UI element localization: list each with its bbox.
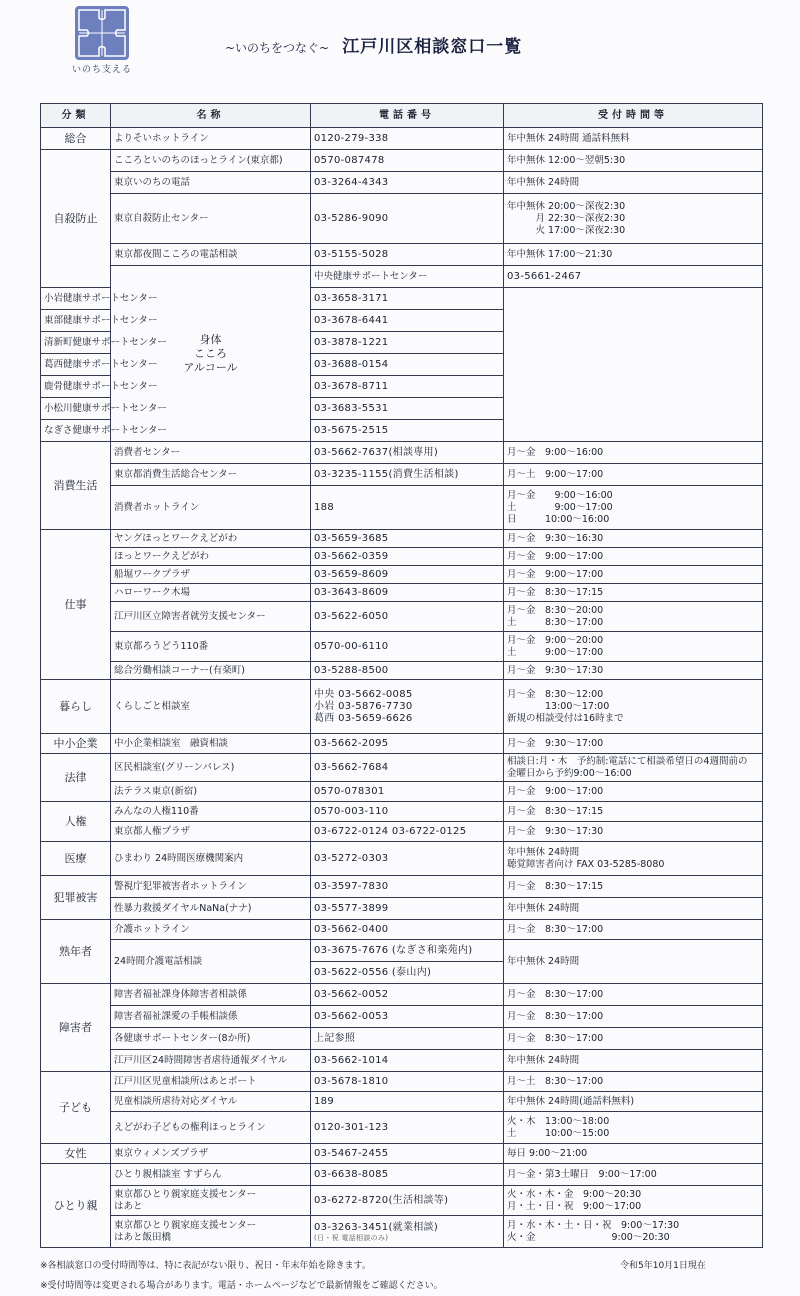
reception-hours: 月～金 8:30～17:15 [504, 802, 763, 822]
phone-text: 03-5286-9090 [314, 212, 389, 224]
phone-line: 葛西 03-5659-6626 [314, 712, 413, 724]
category-cell [41, 802, 111, 842]
reception-hours: 年中無休 24時間 通話料無料 [504, 128, 763, 150]
phone-number [311, 172, 504, 194]
phone-number [311, 310, 504, 332]
reception-hours: 月～金・第3土曜日 9:00～17:00 [504, 1164, 763, 1186]
reception-hours: 毎日 9:00～21:00 [504, 1144, 763, 1164]
phone-number [311, 1050, 504, 1072]
phone-text: 03-5577-3899 [314, 902, 389, 914]
table-row [41, 802, 763, 822]
phone-number [311, 680, 504, 734]
hours-line: 金曜日から予約9:00～16:00 [507, 767, 632, 779]
phone-text: 03-5662-1014 [314, 1054, 389, 1066]
reception-hours: 年中無休 12:00～翌朝5:30 [504, 150, 763, 172]
table-row [41, 754, 763, 782]
phone-number [311, 150, 504, 172]
table-row [41, 984, 763, 1006]
table-row [41, 442, 763, 464]
table-row [41, 734, 763, 754]
reception-hours: 年中無休 24時間 [504, 172, 763, 194]
service-name: ヤングほっとワークえどがわ [111, 530, 311, 548]
consultation-table [40, 103, 763, 1248]
phone-text: 189 [314, 1095, 334, 1107]
reception-hours [504, 486, 763, 530]
hours-line: 月～金 9:00～20:00 [507, 634, 604, 646]
phone-text: 03-5662-0052 [314, 988, 389, 1000]
phone-number [311, 566, 504, 584]
phone-number [311, 1112, 504, 1144]
service-name: 消費者ホットライン [111, 486, 311, 530]
phone-number [311, 244, 504, 266]
phone-number [311, 940, 504, 962]
phone-number [311, 530, 504, 548]
table-row [41, 172, 763, 194]
phone-text: 03-3878-1221 [314, 336, 389, 348]
reception-hours: 月～金 9:00～16:00 [504, 442, 763, 464]
category-cell [41, 442, 111, 530]
table-row [41, 898, 763, 920]
hours-line: 火 17:00～深夜2:30 [507, 224, 626, 236]
reception-hours: 月～金 9:30～17:00 [504, 734, 763, 754]
service-name: 消費者センター [111, 442, 311, 464]
phone-number [311, 962, 504, 984]
service-name: 各健康サポートセンター(8か所) [111, 1028, 311, 1050]
phone-number [311, 984, 504, 1006]
phone-text: 03-3263-3451(就業相談) [314, 1221, 439, 1233]
phone-text: 03-3643-8609 [314, 586, 389, 598]
hours-line: 年中無休 24時間 [507, 846, 580, 858]
reception-hours: 月～金 8:30～17:00 [504, 984, 763, 1006]
reception-hours: 年中無休 24時間 [504, 898, 763, 920]
phone-number [311, 1216, 504, 1248]
phone-number [311, 194, 504, 244]
table-row [41, 1028, 763, 1050]
phone-line: 小岩 03-5876-7730 [314, 700, 413, 712]
category-cell [41, 150, 111, 288]
hours-line: 月 22:30～深夜2:30 [507, 212, 626, 224]
reception-hours [504, 1112, 763, 1144]
table-row [41, 566, 763, 584]
category-label: 障害者 [59, 1020, 92, 1034]
hours-line: 土 10:00～15:00 [507, 1127, 610, 1139]
issue-date: 令和5年10月1日現在 [620, 1261, 706, 1271]
phone-note: (日・祝 電話相談のみ) [314, 1233, 389, 1242]
table-row [41, 548, 763, 566]
phone-number [311, 754, 504, 782]
table-row [41, 782, 763, 802]
hours-line: 相談日:月・木 予約制:電話にて相談希望日の4週間前の [507, 755, 748, 767]
reception-hours [504, 194, 763, 244]
service-name: 東京いのちの電話 [111, 172, 311, 194]
phone-text: 0570-078301 [314, 785, 385, 797]
category-label: 人権 [64, 814, 87, 828]
service-name [111, 1216, 311, 1248]
service-name: 障害者福祉課愛の手帳相談係 [111, 1006, 311, 1028]
table-row [41, 128, 763, 150]
reception-hours: 年中無休 17:00～21:30 [504, 244, 763, 266]
category-label: 熟年者 [59, 944, 92, 958]
service-name: くらしごと相談室 [111, 680, 311, 734]
phone-number [311, 822, 504, 842]
service-name: ハローワーク木場 [111, 584, 311, 602]
hours-line: 月～金 8:30～20:00 [507, 604, 604, 616]
hours-line: 火・金 9:00～20:30 [507, 1231, 670, 1243]
hours-line: 年中無休 20:00～深夜2:30 [507, 200, 626, 212]
service-name: 船堀ワークプラザ [111, 566, 311, 584]
reception-hours: 月～金 8:30～17:00 [504, 1006, 763, 1028]
column-header: 分類 [41, 104, 111, 128]
phone-text: 03-5622-6050 [314, 610, 389, 622]
service-name: 24時間介護電話相談 [111, 940, 311, 984]
reception-hours: 月～金 9:00～17:00 [504, 548, 763, 566]
table-row [41, 464, 763, 486]
service-name: みんなの人権110番 [111, 802, 311, 822]
phone-number [311, 1028, 504, 1050]
hours-line: 土 8:30～17:00 [507, 616, 604, 628]
phone-text: 0120-279-338 [314, 132, 389, 144]
service-name: 江戸川区児童相談所はあとポート [111, 1072, 311, 1092]
table-row [41, 530, 763, 548]
phone-number [311, 802, 504, 822]
service-name: 区民相談室(グリーンパレス) [111, 754, 311, 782]
reception-hours: 月～土 8:30～17:00 [504, 1072, 763, 1092]
table-row [41, 266, 763, 288]
service-name: 中小企業相談室 融資相談 [111, 734, 311, 754]
service-name: 東京都ろうどう110番 [111, 632, 311, 662]
reception-hours: 年中無休 24時間 [504, 940, 763, 984]
phone-number [311, 1186, 504, 1216]
phone-number [311, 398, 504, 420]
reception-hours [504, 754, 763, 782]
category-label: 総合 [64, 131, 87, 145]
service-name: 東京都人権プラザ [111, 822, 311, 842]
phone-text: 03-6722-0124 03-6722-0125 [314, 825, 467, 837]
phone-number [311, 464, 504, 486]
column-header: 受付時間等 [504, 104, 763, 128]
service-name-line: 東京都ひとり親家庭支援センター [114, 1219, 257, 1231]
phone-text: 03-5272-0303 [314, 852, 389, 864]
reception-hours: 月～金 9:00～17:00 [504, 782, 763, 802]
phone-number [311, 288, 504, 310]
hours-line: 13:00～17:00 [507, 700, 610, 712]
category-cell [41, 754, 111, 802]
phone-number [311, 442, 504, 464]
table-header-row [41, 104, 763, 128]
hours-line: 月・水・木・土・日・祝 9:00～17:30 [507, 1219, 680, 1231]
hours-line: 月～金 8:30～12:00 [507, 688, 604, 700]
service-name: 江戸川区24時間障害者虐待通報ダイヤル [111, 1050, 311, 1072]
hours-line: 月～金 9:00～16:00 [507, 489, 613, 501]
phone-number [311, 632, 504, 662]
table-row [41, 150, 763, 172]
table-row [41, 680, 763, 734]
phone-number [311, 1006, 504, 1028]
category-cell [41, 128, 111, 150]
service-name: 東部健康サポートセンター [41, 310, 111, 332]
service-name: 江戸川区立障害者就労支援センター [111, 602, 311, 632]
phone-number [311, 662, 504, 680]
page-main-title: 江戸川区相談窓口一覧 [342, 37, 523, 57]
phone-text: 03-5661-2467 [507, 270, 582, 282]
logo [68, 6, 136, 78]
table-row [41, 1050, 763, 1072]
category-label: ひとり親 [53, 1198, 98, 1212]
category-cell [41, 920, 111, 984]
service-name: 東京自殺防止センター [111, 194, 311, 244]
reception-hours: 月～金 9:30～17:30 [504, 662, 763, 680]
table-row [41, 1164, 763, 1186]
reception-hours: 月～金 8:30～17:15 [504, 584, 763, 602]
category-label: 女性 [64, 1146, 87, 1160]
hours-line: 聴覚障害者向け FAX 03-5285-8080 [507, 858, 665, 870]
table-row [41, 1092, 763, 1112]
phone-line: 中央 03-5662-0085 [314, 688, 413, 700]
category-label: 犯罪被害 [53, 890, 98, 904]
phone-text: 0570-00-6110 [314, 640, 389, 652]
reception-hours [504, 680, 763, 734]
service-name: 法テラス東京(新宿) [111, 782, 311, 802]
page-subtitle: ~いのちをつなぐ~ [225, 41, 330, 55]
table-row [41, 244, 763, 266]
table-row [41, 584, 763, 602]
hours-line: 火・木 13:00～18:00 [507, 1115, 610, 1127]
phone-number [311, 1092, 504, 1112]
puzzle-logo-icon [75, 6, 129, 60]
phone-text: 03-5288-8500 [314, 664, 389, 676]
phone-text: 03-5155-5028 [314, 248, 389, 260]
reception-hours: 月～金 8:30～17:00 [504, 1028, 763, 1050]
phone-number [311, 602, 504, 632]
category-label: 暮らし [59, 699, 92, 713]
reception-hours: 月～金 8:30～17:15 [504, 876, 763, 898]
phone-number [311, 376, 504, 398]
phone-number [311, 782, 504, 802]
category-label: アルコール [183, 360, 238, 374]
service-name: ひとり親相談室 すずらん [111, 1164, 311, 1186]
logo-text: いのち支える [71, 65, 132, 75]
service-name: 総合労働相談コーナー(有楽町) [111, 662, 311, 680]
table-row [41, 486, 763, 530]
table-row [41, 632, 763, 662]
phone-text: 03-6272-8720(生活相談等) [314, 1194, 449, 1206]
table-row [41, 1186, 763, 1216]
table-row [41, 602, 763, 632]
category-cell [41, 876, 111, 920]
table-row [41, 940, 763, 962]
category-cell [41, 1164, 111, 1248]
hours-line: 土 9:00～17:00 [507, 646, 604, 658]
service-name: なぎさ健康サポートセンター [41, 420, 111, 442]
category-label: 消費生活 [53, 478, 98, 492]
phone-number [311, 1072, 504, 1092]
reception-hours: 月～金 8:30～17:00 [504, 920, 763, 940]
service-name: えどがわ子どもの権利ほっとライン [111, 1112, 311, 1144]
phone-text: 03-5622-0556 (泰山内) [314, 966, 432, 978]
table-row [41, 1216, 763, 1248]
service-name [111, 1186, 311, 1216]
reception-hours [504, 1216, 763, 1248]
service-name: 介護ホットライン [111, 920, 311, 940]
phone-text: 03-5659-8609 [314, 568, 389, 580]
phone-text: 188 [314, 501, 334, 513]
phone-text: 03-3675-7676 (なぎさ和楽苑内) [314, 944, 473, 956]
table-row [41, 920, 763, 940]
phone-text: 0570-003-110 [314, 805, 389, 817]
service-name-line: はあと飯田橋 [114, 1231, 172, 1243]
table-row [41, 822, 763, 842]
reception-hours [504, 1186, 763, 1216]
phone-text: 03-3678-6441 [314, 314, 389, 326]
table-row [41, 842, 763, 876]
category-cell [41, 680, 111, 734]
phone-text: 03-3264-4343 [314, 176, 389, 188]
service-name: 警視庁犯罪被害者ホットライン [111, 876, 311, 898]
phone-text: 03-3683-5531 [314, 402, 389, 414]
table-row [41, 1144, 763, 1164]
reception-hours: 月～金 9:30～17:30 [504, 822, 763, 842]
phone-text: 03-5662-7637(相談専用) [314, 446, 439, 458]
service-name: 小岩健康サポートセンター [41, 288, 111, 310]
service-name: こころといのちのほっとライン(東京都) [111, 150, 311, 172]
phone-number [311, 876, 504, 898]
reception-hours [504, 602, 763, 632]
category-cell [41, 530, 111, 680]
service-name: 東京都消費生活総合センター [111, 464, 311, 486]
phone-text: 03-5659-3685 [314, 532, 389, 544]
category-label: 自殺防止 [53, 211, 98, 225]
phone-text: 03-6638-8085 [314, 1168, 389, 1180]
phone-text: 03-3678-8711 [314, 380, 389, 392]
phone-text: 03-3658-3171 [314, 292, 389, 304]
phone-number [311, 420, 504, 442]
footer-note-1: ※各相談窓口の受付時間等は、特に表記がない限り、祝日・年末年始を除きます。 [40, 1261, 371, 1271]
phone-number [311, 1164, 504, 1186]
category-cell [111, 266, 311, 442]
service-name: 葛西健康サポートセンター [41, 354, 111, 376]
service-name: 中央健康サポートセンター [311, 266, 504, 288]
phone-number [311, 332, 504, 354]
category-label: 医療 [64, 851, 87, 865]
category-label: 子ども [59, 1100, 92, 1114]
table-row [41, 1072, 763, 1092]
service-name: 小松川健康サポートセンター [41, 398, 111, 420]
hours-line: 新規の相談受付は16時まで [507, 712, 624, 724]
table-row [41, 1006, 763, 1028]
column-header: 電話番号 [311, 104, 504, 128]
page-title [225, 32, 645, 57]
footer-note-2: ※受付時間等は変更される場合があります。電話・ホームページなどで最新情報をご確認ください。 [40, 1281, 443, 1291]
phone-number [311, 584, 504, 602]
hours-line: 火・水・木・金 9:00～20:30 [507, 1188, 642, 1200]
phone-text: 03-5662-7684 [314, 761, 389, 773]
category-cell [41, 842, 111, 876]
phone-text: 03-5678-1810 [314, 1075, 389, 1087]
service-name: ひまわり 24時間医療機関案内 [111, 842, 311, 876]
service-name: 障害者福祉課身体障害者相談係 [111, 984, 311, 1006]
reception-hours [504, 632, 763, 662]
service-name: よりそいホットライン [111, 128, 311, 150]
phone-text: 0570-087478 [314, 154, 385, 166]
category-label: 法律 [64, 770, 87, 784]
category-cell [41, 1144, 111, 1164]
reception-hours: 年中無休 24時間(通話料無料) [504, 1092, 763, 1112]
reception-hours: 月～土 9:00～17:00 [504, 464, 763, 486]
phone-number [311, 486, 504, 530]
phone-number [504, 266, 763, 288]
service-name-line: はあと [114, 1200, 143, 1212]
service-name: 児童相談所虐待対応ダイヤル [111, 1092, 311, 1112]
reception-hours: 月～金 9:00～17:00 [504, 566, 763, 584]
table-row [41, 876, 763, 898]
phone-number [311, 128, 504, 150]
service-name: 鹿骨健康サポートセンター [41, 376, 111, 398]
phone-number [311, 842, 504, 876]
category-cell [41, 1072, 111, 1144]
phone-text: 上記参照 [314, 1032, 356, 1044]
reception-hours: 年中無休 24時間 [504, 1050, 763, 1072]
service-name: 性暴力救援ダイヤルNaNa(ナナ) [111, 898, 311, 920]
hours-line: 月・土・日・祝 9:00～17:00 [507, 1200, 642, 1212]
category-label: 仕事 [64, 597, 87, 611]
phone-text: 03-5662-0400 [314, 923, 389, 935]
phone-text: 03-5662-2095 [314, 737, 389, 749]
hours-line: 土 9:00～17:00 [507, 501, 613, 513]
phone-text: 03-3235-1155(消費生活相談) [314, 468, 459, 480]
phone-number [311, 548, 504, 566]
table-row [41, 194, 763, 244]
service-name: 清新町健康サポートセンター [41, 332, 111, 354]
reception-hours [504, 842, 763, 876]
phone-number [311, 1144, 504, 1164]
category-cell [41, 734, 111, 754]
phone-number [311, 920, 504, 940]
service-name-line: 東京都ひとり親家庭支援センター [114, 1188, 257, 1200]
phone-number [311, 898, 504, 920]
hours-line: 日 10:00～16:00 [507, 513, 610, 525]
column-header: 名称 [111, 104, 311, 128]
service-name: ほっとワークえどがわ [111, 548, 311, 566]
phone-text: 03-5467-2455 [314, 1147, 389, 1159]
phone-text: 03-5662-0359 [314, 550, 389, 562]
service-name: 東京都夜間こころの電話相談 [111, 244, 311, 266]
category-label: 中小企業 [53, 736, 98, 750]
category-label: 身体 [199, 332, 222, 346]
phone-text: 03-5675-2515 [314, 424, 389, 436]
category-label: こころ [194, 346, 227, 360]
phone-text: 0120-301-123 [314, 1121, 389, 1133]
phone-number [311, 354, 504, 376]
table-row [41, 1112, 763, 1144]
phone-text: 03-3688-0154 [314, 358, 389, 370]
table-row [41, 662, 763, 680]
phone-text: 03-5662-0053 [314, 1010, 389, 1022]
category-cell [41, 984, 111, 1072]
phone-number [311, 734, 504, 754]
reception-hours: 月～金 9:30～16:30 [504, 530, 763, 548]
service-name: 東京ウィメンズプラザ [111, 1144, 311, 1164]
phone-text: 03-3597-7830 [314, 880, 389, 892]
